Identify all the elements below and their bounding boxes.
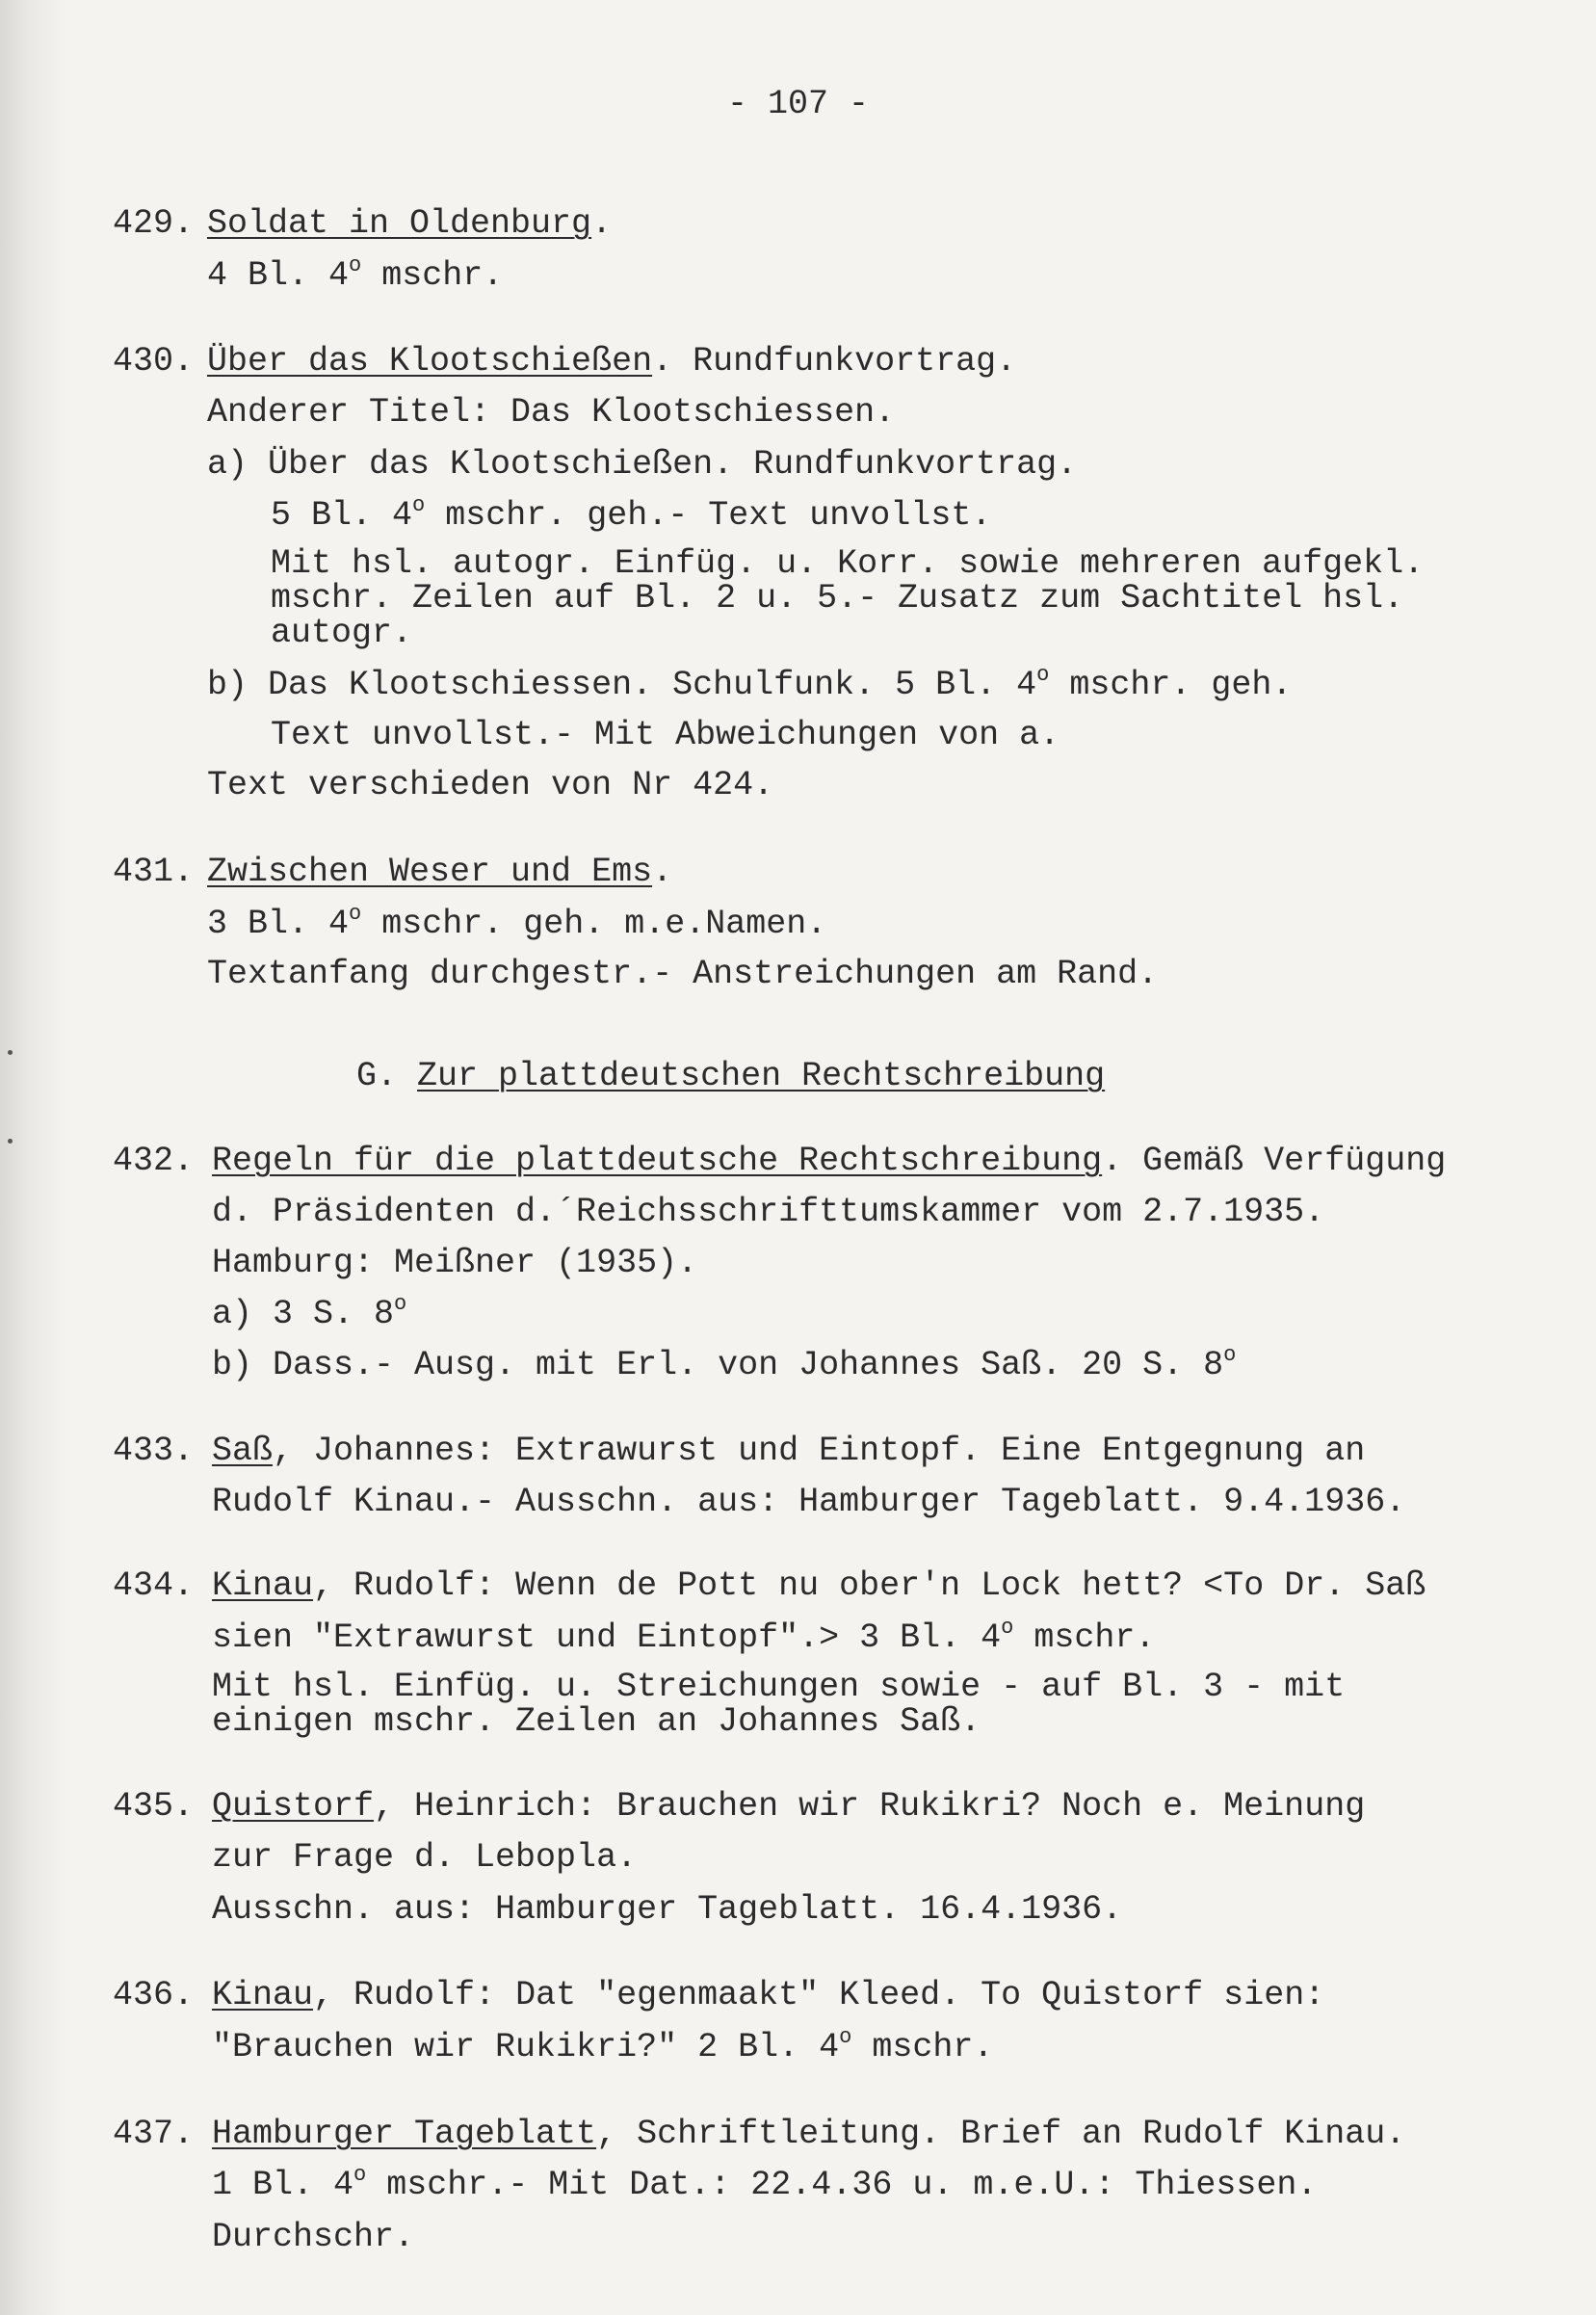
entry-line: Ausschn. aus: Hamburger Tageblatt. 16.4.1936. xyxy=(212,1890,1123,1929)
entry-title-line: Regeln für die plattdeutsche Rechtschreibung. Gemäß Verfügung xyxy=(212,1142,1447,1180)
entry-number: 433. xyxy=(113,1432,195,1470)
entry-number: 430. xyxy=(113,342,195,381)
entry-title-line: Quistorf, Heinrich: Brauchen wir Rukikri? Noch e. Meinung xyxy=(212,1787,1366,1826)
entry-author: Saß xyxy=(212,1432,274,1470)
entry-title-line: Kinau, Rudolf: Dat "egenmaakt" Kleed. To Quistorf sien: xyxy=(212,1976,1325,2014)
entry-subitem-a: a) 3 S. 8$^o$ xyxy=(212,1292,407,1333)
entry-line: 4 Bl. 4$^o$ mschr. xyxy=(207,253,504,295)
page-number: - 107 - xyxy=(726,85,870,123)
margin-mark xyxy=(8,1139,13,1144)
entry-title-line: Soldat in Oldenburg. xyxy=(207,204,613,243)
entry-number: 435. xyxy=(113,1787,195,1826)
entry-number: 437. xyxy=(113,2115,195,2153)
entry-note: Mit hsl. Einfüg. u. Streichungen sowie - auf Bl. 3 - mit einigen mschr. Zeilen an Johannes Saß. xyxy=(212,1668,1346,1741)
entry-note: Mit hsl. autogr. Einfüg. u. Korr. sowie mehreren aufgekl. mschr. Zeilen auf Bl. 2 u. 5.- Zusatz zum Sachtitel hsl. autogr. xyxy=(271,544,1425,652)
entry-subitem-b: b) Dass.- Ausg. mit Erl. von Johannes Saß. 20 S. 8$^o$ xyxy=(212,1343,1237,1384)
entry-line: d. Präsidenten d.´Reichsschrifttumskammer vom 2.7.1935. xyxy=(212,1193,1325,1231)
entry-line: Rudolf Kinau.- Ausschn. aus: Hamburger Tageblatt. 9.4.1936. xyxy=(212,1483,1406,1521)
page-spine-shadow xyxy=(0,0,67,2315)
entry-line: Anderer Titel: Das Klootschiessen. xyxy=(207,393,896,432)
entry-line: 3 Bl. 4$^o$ mschr. geh. m.e.Namen. xyxy=(207,902,827,943)
entry-author: Kinau xyxy=(212,1566,314,1605)
entry-number: 429. xyxy=(113,204,195,243)
entry-number: 436. xyxy=(113,1976,195,2014)
entry-subitem-a: a) Über das Klootschießen. Rundfunkvortrag. xyxy=(207,445,1078,484)
margin-mark xyxy=(8,1050,13,1055)
entry-line: Hamburg: Meißner (1935). xyxy=(212,1244,698,1282)
entry-title: Regeln für die plattdeutsche Rechtschreibung xyxy=(212,1142,1103,1180)
entry-title: Soldat in Oldenburg xyxy=(207,204,592,243)
entry-title: Über das Klootschießen xyxy=(207,342,653,381)
entry-line: sien "Extrawurst und Eintopf".> 3 Bl. 4$^o$ mschr. xyxy=(212,1616,1156,1657)
entry-title-line: Über das Klootschießen. Rundfunkvortrag. xyxy=(207,342,1017,381)
entry-author: Kinau xyxy=(212,1976,314,2014)
entry-line: zur Frage d. Lebopla. xyxy=(212,1838,638,1877)
entry-line: Durchschr. xyxy=(212,2218,415,2256)
entry-title-line: Kinau, Rudolf: Wenn de Pott nu ober'n Lock hett? <To Dr. Saß xyxy=(212,1566,1426,1605)
entry-author: Quistorf xyxy=(212,1787,375,1826)
entry-title-line: Zwischen Weser und Ems. xyxy=(207,853,673,891)
entry-author: Hamburger Tageblatt xyxy=(212,2115,597,2153)
entry-title: Zwischen Weser und Ems xyxy=(207,853,653,891)
entry-line: 5 Bl. 4$^o$ mschr. geh.- Text unvollst. xyxy=(271,493,992,535)
entry-line: "Brauchen wir Rukikri?" 2 Bl. 4$^o$ mschr. xyxy=(212,2025,994,2066)
entry-title-line: Hamburger Tageblatt, Schriftleitung. Brief an Rudolf Kinau. xyxy=(212,2115,1406,2153)
entry-number: 434. xyxy=(113,1566,195,1605)
entry-line: Text verschieden von Nr 424. xyxy=(207,766,774,804)
entry-line: Text unvollst.- Mit Abweichungen von a. xyxy=(271,716,1060,754)
entry-number: 432. xyxy=(113,1142,195,1180)
entry-line: Textanfang durchgestr.- Anstreichungen am Rand. xyxy=(207,955,1159,993)
entry-title-line: Saß, Johannes: Extrawurst und Eintopf. Eine Entgegnung an xyxy=(212,1432,1366,1470)
entry-subitem-b: b) Das Klootschiessen. Schulfunk. 5 Bl. 4$^o$ mschr. geh. xyxy=(207,663,1293,704)
entry-number: 431. xyxy=(113,853,195,891)
entry-line: 1 Bl. 4$^o$ mschr.- Mit Dat.: 22.4.36 u. m.e.U.: Thiessen. xyxy=(212,2163,1318,2204)
section-heading: G. Zur plattdeutschen Rechtschreibung xyxy=(356,1057,1106,1095)
